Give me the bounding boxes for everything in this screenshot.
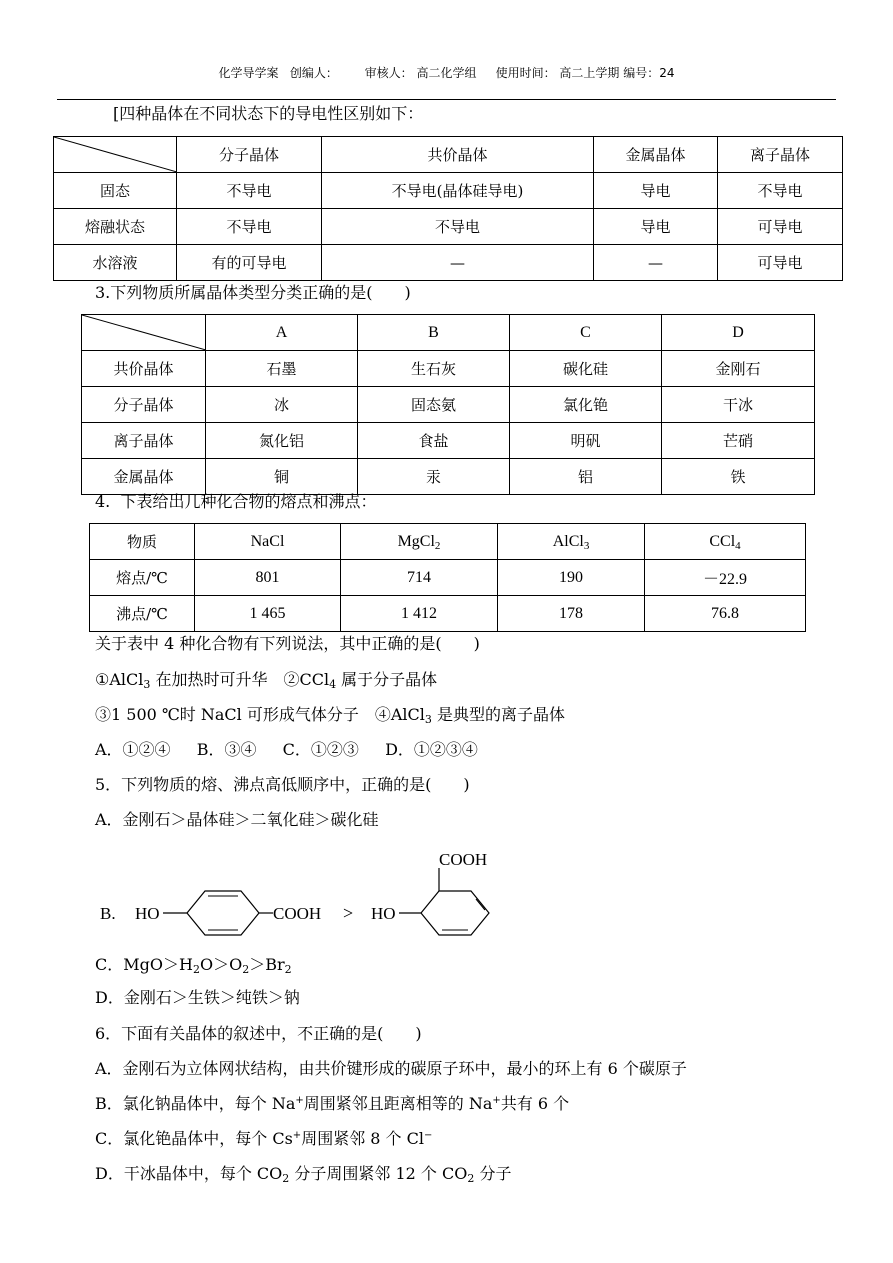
table-cell: 可导电 xyxy=(718,245,843,281)
corner-cell: 物质 xyxy=(90,524,195,560)
text: 在加热时可升华 ②CCl xyxy=(150,670,330,689)
table-cell: 固态氨 xyxy=(358,387,510,423)
table-cell: 干冰 xyxy=(662,387,815,423)
subscript: 4 xyxy=(735,539,741,552)
header-rule xyxy=(57,99,836,100)
subscript: 4 xyxy=(329,678,337,691)
header-time-label: 使用时间： xyxy=(495,66,556,80)
table-cell: 铝 xyxy=(510,459,662,495)
q6-option-d xyxy=(95,1164,511,1184)
table-cell: 汞 xyxy=(358,459,510,495)
q6-option-a: A．金刚石为立体网状结构，由共价键形成的碳原子环中，最小的环上有 6 个碳原子 xyxy=(95,1059,687,1078)
ho-label: HO xyxy=(135,904,160,923)
q5-option-a: A．金刚石＞晶体硅＞二氧化硅＞碳化硅 xyxy=(95,810,379,829)
table-cell: 石墨 xyxy=(206,351,358,387)
table-row xyxy=(82,351,815,387)
superscript: + xyxy=(292,1130,302,1141)
text: ③1 500 ℃时 NaCl 可形成气体分子 ④AlCl xyxy=(95,705,425,724)
table-header-row xyxy=(82,315,815,351)
compound-cell xyxy=(195,524,341,560)
table-cell: — xyxy=(594,245,718,281)
table-row xyxy=(82,423,815,459)
q5-b-label: B. xyxy=(100,904,116,923)
q3-table xyxy=(81,314,815,495)
compound-name: MgCl xyxy=(397,532,435,550)
table-cell: 氮化铝 xyxy=(206,423,358,459)
table-cell: 190 xyxy=(498,560,645,596)
greater-than-sign: > xyxy=(343,903,354,923)
subscript: 2 xyxy=(434,539,441,552)
table-cell: 氯化铯 xyxy=(510,387,662,423)
ho-label: HO xyxy=(371,904,396,923)
table-cell: 金刚石 xyxy=(662,351,815,387)
q4-statement-2 xyxy=(95,705,565,725)
compound-cell xyxy=(341,524,498,560)
row-label: 固态 xyxy=(54,173,177,209)
text: C．氯化铯晶体中，每个 Cs xyxy=(95,1129,293,1148)
table-cell: 生石灰 xyxy=(358,351,510,387)
text: 属于分子晶体 xyxy=(336,670,438,689)
table-cell: 不导电 xyxy=(718,173,843,209)
q5-stem: 5．下列物质的熔、沸点高低顺序中，正确的是( ) xyxy=(95,775,470,794)
table-cell: 不导电(晶体硅导电) xyxy=(322,173,594,209)
intro-text: [四种晶体在不同状态下的导电性区别如下： xyxy=(113,104,424,123)
table-cell: 铜 xyxy=(206,459,358,495)
compound-name: AlCl xyxy=(552,532,584,550)
table-cell: 冰 xyxy=(206,387,358,423)
conductivity-table xyxy=(53,136,843,281)
table-row xyxy=(54,173,843,209)
text: 分子周围紧邻 12 个 CO xyxy=(289,1164,468,1183)
row-label: 共价晶体 xyxy=(82,351,206,387)
header-cell: D xyxy=(662,315,815,351)
table-cell: 导电 xyxy=(594,173,718,209)
table-row xyxy=(54,245,843,281)
table-header-row xyxy=(54,137,843,173)
table-cell: 食盐 xyxy=(358,423,510,459)
q3-stem: 3.下列物质所属晶体类型分类正确的是( ) xyxy=(95,283,411,302)
table-cell: 明矾 xyxy=(510,423,662,459)
table-cell: — xyxy=(322,245,594,281)
benzene-ring-1 xyxy=(187,891,259,935)
q5-structure-diagram xyxy=(95,840,515,950)
header-reviewer: 高二化学组 xyxy=(416,66,477,80)
table-cell: 铁 xyxy=(662,459,815,495)
q4-stem: 4. 下表给出几种化合物的熔点和沸点： xyxy=(95,492,377,511)
row-label: 沸点/℃ xyxy=(90,596,195,632)
compound-cell xyxy=(645,524,806,560)
table-cell: 有的可导电 xyxy=(177,245,322,281)
row-label: 熔点/℃ xyxy=(90,560,195,596)
cooh-label: COOH xyxy=(439,850,488,869)
subscript: 2 xyxy=(242,963,250,976)
header-reviewer-label: 审核人： xyxy=(364,66,413,80)
header-time: 高二上学期 xyxy=(559,66,620,80)
table-cell: 801 xyxy=(195,560,341,596)
header-cell: 分子晶体 xyxy=(177,137,322,173)
subscript: 2 xyxy=(282,1172,290,1185)
table-cell: 1 465 xyxy=(195,596,341,632)
table-cell: 1 412 xyxy=(341,596,498,632)
text: 周围紧邻且距离相等的 Na xyxy=(303,1094,493,1113)
table-cell: 76.8 xyxy=(645,596,806,632)
diagonal-corner xyxy=(82,315,206,351)
table-cell: 不导电 xyxy=(322,209,594,245)
q5-option-c xyxy=(95,955,292,975)
text: 是典型的离子晶体 xyxy=(431,705,565,724)
header-cell: 共价晶体 xyxy=(322,137,594,173)
text: 周围紧邻 8 个 Cl xyxy=(301,1129,424,1148)
subscript: 3 xyxy=(143,678,151,691)
diagonal-corner xyxy=(54,137,177,173)
text: 分子 xyxy=(474,1164,512,1183)
subscript: 2 xyxy=(467,1172,475,1185)
q4-statement-1 xyxy=(95,670,437,690)
subscript: 2 xyxy=(284,963,292,976)
header-author: 创编人： xyxy=(289,66,338,80)
row-label: 熔融状态 xyxy=(54,209,177,245)
header-cell: B xyxy=(358,315,510,351)
table-cell: 178 xyxy=(498,596,645,632)
compound-cell xyxy=(498,524,645,560)
page-header xyxy=(0,64,893,81)
benzene-ring-2 xyxy=(421,891,489,935)
cooh-label: COOH xyxy=(273,904,322,923)
row-label: 金属晶体 xyxy=(82,459,206,495)
superscript: + xyxy=(492,1095,501,1106)
table-cell: －22.9 xyxy=(645,560,806,596)
header-cell: 金属晶体 xyxy=(594,137,718,173)
q4-table xyxy=(89,523,806,632)
subscript: 3 xyxy=(424,713,432,726)
q5-option-d: D．金刚石＞生铁＞纯铁＞钠 xyxy=(95,988,300,1007)
q6-option-c xyxy=(95,1129,432,1149)
text: D．干冰晶体中，每个 CO xyxy=(95,1164,283,1183)
subscript: 2 xyxy=(192,963,200,976)
text: ＞Br xyxy=(249,955,285,974)
compound-name: CCl xyxy=(709,532,736,550)
row-label: 分子晶体 xyxy=(82,387,206,423)
table-row xyxy=(90,560,806,596)
subscript: 3 xyxy=(583,539,590,552)
diagonal-line xyxy=(82,315,206,350)
table-cell: 714 xyxy=(341,560,498,596)
table-cell: 碳化硅 xyxy=(510,351,662,387)
header-subject: 化学导学案 xyxy=(218,66,279,80)
row-label: 水溶液 xyxy=(54,245,177,281)
table-header-row xyxy=(90,524,806,560)
table-row xyxy=(90,596,806,632)
table-cell: 不导电 xyxy=(177,209,322,245)
text: O＞O xyxy=(199,955,243,974)
table-cell: 芒硝 xyxy=(662,423,815,459)
header-number: 编号：24 xyxy=(623,66,675,80)
q6-option-b xyxy=(95,1094,569,1114)
table-cell: 不导电 xyxy=(177,173,322,209)
text: B．氯化钠晶体中，每个 Na xyxy=(95,1094,296,1113)
diagonal-line xyxy=(54,137,177,172)
text: C．MgO＞H xyxy=(95,955,193,974)
q6-stem: 6．下面有关晶体的叙述中，不正确的是( ) xyxy=(95,1024,422,1043)
superscript: − xyxy=(424,1130,433,1141)
table-cell: 导电 xyxy=(594,209,718,245)
superscript: + xyxy=(295,1095,304,1106)
table-cell: 可导电 xyxy=(718,209,843,245)
q4-question: 关于表中 4 种化合物有下列说法，其中正确的是( ) xyxy=(95,634,480,653)
row-label: 离子晶体 xyxy=(82,423,206,459)
table-row xyxy=(54,209,843,245)
table-row xyxy=(82,387,815,423)
table-row xyxy=(82,459,815,495)
text: 共有 6 个 xyxy=(500,1094,570,1113)
header-cell: A xyxy=(206,315,358,351)
compound-name: NaCl xyxy=(250,532,285,550)
q4-options: A．①②④ B．③④ C．①②③ D．①②③④ xyxy=(95,740,478,759)
text: ①AlCl xyxy=(95,670,144,689)
header-cell: C xyxy=(510,315,662,351)
header-cell: 离子晶体 xyxy=(718,137,843,173)
